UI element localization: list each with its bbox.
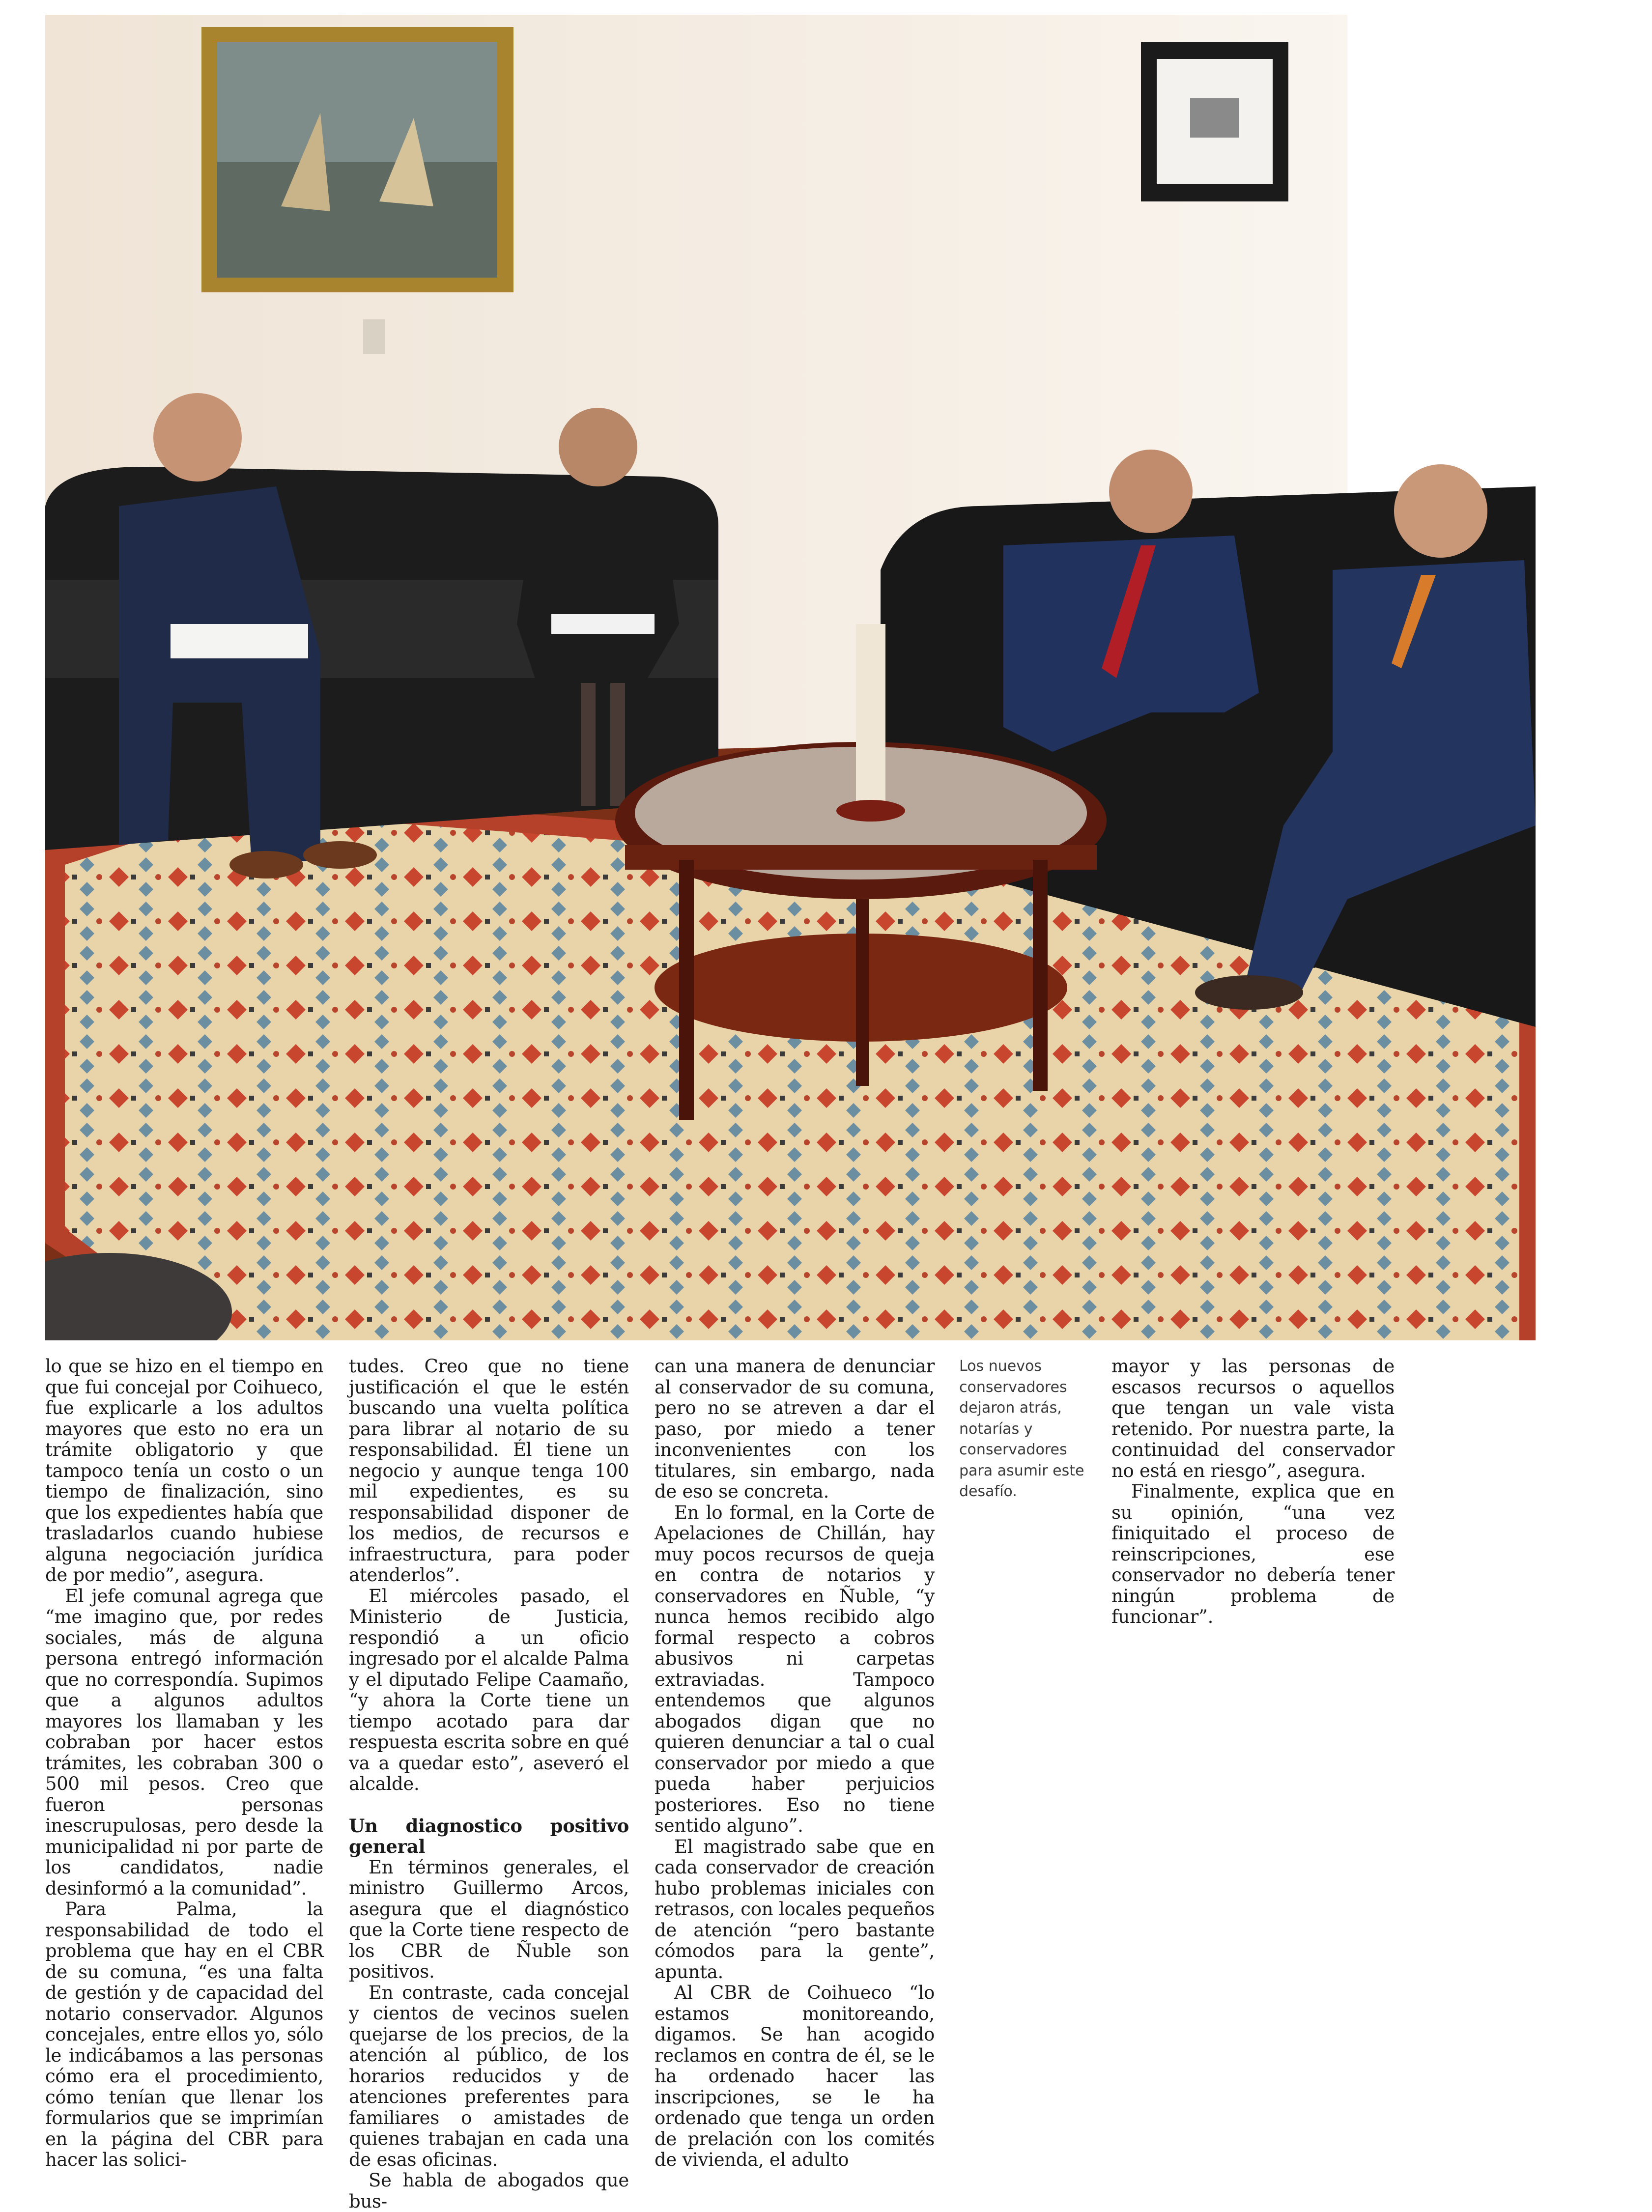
paragraph: Finalmente, explica que en su opinión, “una vez finiquitado el proceso de reinscripciones, ese conservador no debería tener ningún problema de funcionar”. bbox=[1111, 1481, 1395, 1627]
paragraph: En contraste, cada concejal y cientos de vecinos suelen quejarse de los precios, de la atención al público, de los horarios reducidos y de atenciones preferentes para familiares o amistades de quienes trabajan en cada una de esas oficinas. bbox=[349, 1982, 629, 2170]
paragraph: En lo formal, en la Corte de Apelaciones de Chillán, hay muy pocos recursos de queja en contra de notarios y conservadores en Ñuble, “y nunca hemos recibido algo formal respecto a cobros abusivos ni carpetas extraviadas. Tampoco entendemos que algunos abogados digan que no quieren denunciar a tal o cual conservador por miedo a que pueda haber perjuicios posteriores. Eso no tiene sentido alguno”. bbox=[655, 1502, 935, 1836]
paragraph: Para Palma, la responsabilidad de todo el problema que hay en el CBR de su comuna, “es una falta de gestión y de capacidad del notario conservador. Algunos concejales, entre ellos yo, sólo le indicábamos a las personas cómo era el procedimiento, cómo tenían que llenar los formularios que se imprimían en la página del CBR para hacer las solici- bbox=[45, 1899, 323, 2170]
paragraph: El miércoles pasado, el Ministerio de Justicia, respondió a un oficio ingresado por el alcalde Palma y el diputado Felipe Caamaño, “y ahora la Corte tiene un tiempo acotado para dar respuesta escrita sobre en qué va a quedar esto”, aseveró el alcalde. bbox=[349, 1585, 629, 1794]
meeting-photo bbox=[45, 15, 1536, 1340]
paragraph: Al CBR de Coihueco “lo estamos monitoreando, digamos. Se han acogido reclamos en contra de él, se le ha ordenado hacer las inscripciones, se le ha ordenado que tenga un orden de prelación con los comités de vivienda, el adulto bbox=[655, 1982, 935, 2170]
paragraph: can una manera de denunciar al conservador de su comuna, pero no se atreven a dar el paso, por miedo a tener inconvenientes con los titulares, sin embargo, nada de eso se concreta. bbox=[655, 1356, 935, 1502]
article-column-1 bbox=[45, 1356, 323, 2171]
paragraph: El jefe comunal agrega que “me imagino que, por redes sociales, más de alguna persona entregó información que no correspondía. Supimos que a algunos adultos mayores los llamaban y les cobraban por hacer estos trámites, les cobraban 300 o 500 mil pesos. Creo que fueron personas inescrupulosas, pero desde la municipalidad ni por parte de los candidatos, nadie desinformó a la comunidad”. bbox=[45, 1585, 323, 1899]
article-column-2 bbox=[349, 1356, 629, 2212]
paragraph: tudes. Creo que no tiene justificación el que le estén buscando una vuelta política para librar al notario de su responsabilidad. Él tiene un negocio y aunque tenga 100 mil expedientes, es su responsabilidad disponer de los medios, de recursos e infraestructura, para poder atenderlos”. bbox=[349, 1356, 629, 1586]
caption-text: Los nuevos conservadores dejaron atrás, notarías y conservadores para asumir este desafío. bbox=[959, 1358, 1084, 1500]
paragraph: lo que se hizo en el tiempo en que fui concejal por Coihueco, fue explicarle a los adultos mayores que esto no era un trámite obligatorio y que tampoco tenía un costo o un tiempo de finalización, sino que los expedientes había que trasladarlos cuando hubiese alguna negociación jurídica de por medio”, asegura. bbox=[45, 1356, 323, 1586]
paragraph: En términos generales, el ministro Guillermo Arcos, asegura que el diagnóstico que la Corte tiene respecto de los CBR de Ñuble son positivos. bbox=[349, 1856, 629, 1982]
paragraph: mayor y las personas de escasos recursos o aquellos que tengan un vale vista retenido. Por nuestra parte, la continuidad del conservador no está en riesgo”, asegura. bbox=[1111, 1356, 1395, 1481]
paragraph: Se habla de abogados que bus- bbox=[349, 2170, 629, 2212]
paragraph: El magistrado sabe que en cada conservador de creación hubo problemas iniciales con retrasos, con locales pequeños de atención “pero bastante cómodos para la gente”, apunta. bbox=[655, 1836, 935, 1983]
subheading: Un diagnostico positivo general bbox=[349, 1815, 629, 1857]
photo-caption bbox=[959, 1356, 1086, 1503]
article-column-3 bbox=[655, 1356, 935, 2171]
article-column-5 bbox=[1111, 1356, 1395, 1628]
